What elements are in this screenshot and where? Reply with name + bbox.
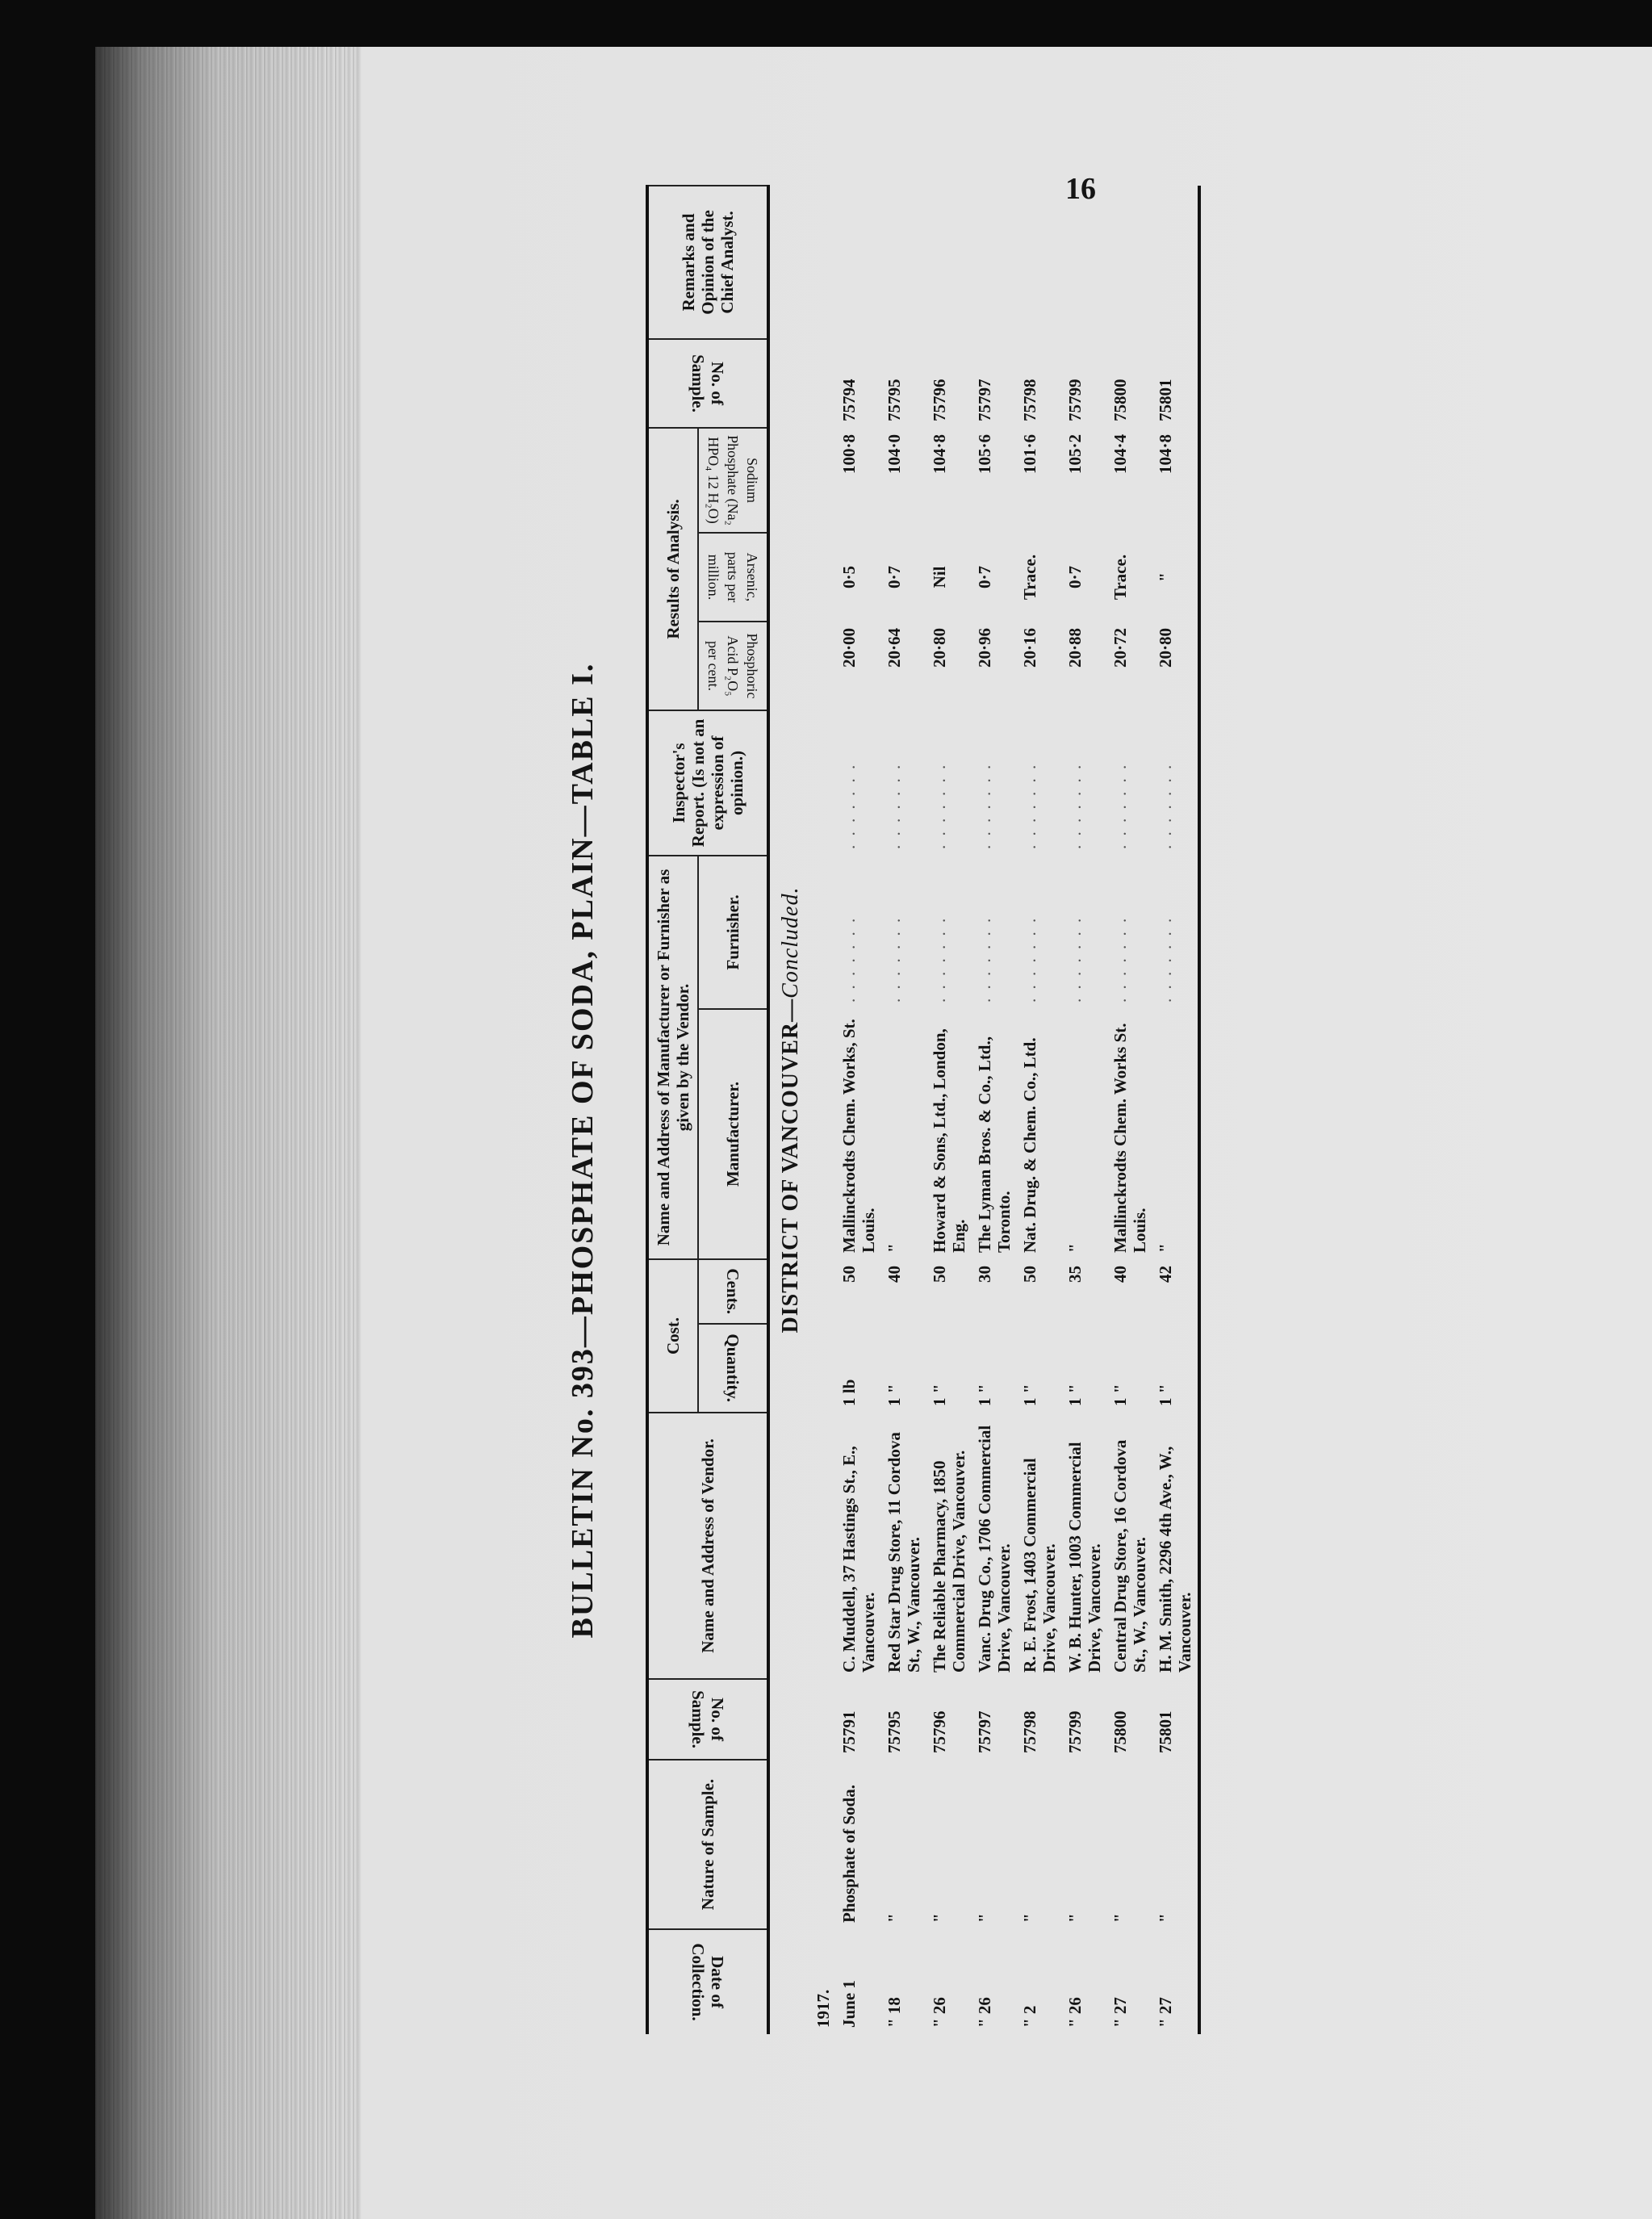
- cell-arsenic: 0·7: [975, 566, 994, 589]
- year-row: [809, 186, 836, 2034]
- cell-nature: ": [1156, 1913, 1175, 1923]
- cell-nature: ": [1110, 1913, 1130, 1923]
- cell-date: June 1: [839, 1980, 859, 2028]
- cell-vendor: R. E. Frost, 1403 Commercial Drive, Vancouver.: [1020, 1458, 1059, 1673]
- cell-arsenic: 0·7: [885, 566, 904, 589]
- cell-arsenic: 0·5: [839, 566, 859, 589]
- cell-manufacturer: ": [1065, 1243, 1085, 1253]
- cell-furnisher: . . . . . . .: [1065, 915, 1085, 1003]
- col-cents-header: Cents.: [698, 1259, 768, 1324]
- cell-inspector: . . . . . . .: [975, 762, 994, 849]
- col-date-header: Date of Collection.: [647, 1929, 768, 2034]
- cell-sample-no: 75801: [1156, 1710, 1175, 1753]
- cell-manufacturer: Mallinckrodts Chem. Works, St. Louis.: [839, 1019, 878, 1253]
- cell-cents: 50: [1020, 1266, 1039, 1283]
- cell-date: " 27: [1110, 1997, 1130, 2028]
- cell-nature: ": [1065, 1913, 1085, 1923]
- cell-arsenic: Nil: [930, 566, 949, 588]
- cell-manufacturer: ": [885, 1243, 904, 1253]
- cell-date: " 26: [975, 1997, 994, 2028]
- table-row: [926, 186, 972, 2034]
- col-inspector-header: Inspector's Report. (Is not an expression of opinion.): [647, 710, 768, 856]
- cell-phosphoric: 20·16: [1020, 628, 1039, 668]
- table-row: [836, 186, 881, 2034]
- cell-cents: 50: [930, 1266, 949, 1283]
- district-heading-row: [768, 186, 809, 2034]
- cell-manufacturer: Mallinckrodts Chem. Works St. Louis.: [1110, 1023, 1149, 1253]
- col-sample-no-2-header: No. of Sample.: [647, 339, 768, 428]
- cell-remarks: [1152, 186, 1199, 339]
- col-furnisher-header: Furnisher.: [698, 856, 768, 1009]
- cell-furnisher: . . . . . . .: [885, 915, 904, 1003]
- col-manufacturer-header: Manufacturer.: [698, 1009, 768, 1259]
- cell-vendor: H. M. Smith, 2296 4th Ave., W., Vancouver.: [1156, 1446, 1194, 1673]
- cell-sample-no-2: 75800: [1110, 379, 1130, 421]
- cell-vendor: The Reliable Pharmacy, 1850 Commercial Drive, Vancouver.: [930, 1450, 968, 1673]
- district-heading: DISTRICT OF VANCOUVER—Concluded.: [768, 186, 809, 2034]
- cell-nature: ": [885, 1913, 904, 1923]
- cell-arsenic: Trace.: [1020, 554, 1039, 601]
- cell-remarks: [1062, 186, 1107, 339]
- col-sample-no-header: No. of Sample.: [647, 1679, 768, 1760]
- cell-nature: ": [930, 1913, 949, 1923]
- cell-remarks: [1017, 186, 1062, 339]
- cell-date: " 18: [885, 1997, 904, 2028]
- col-phosphoric-header: Phosphoric Acid P₂O₅ per cent.: [698, 622, 768, 710]
- cell-furnisher: . . . . . . .: [930, 915, 949, 1003]
- cell-quantity: 1 ": [930, 1384, 949, 1406]
- cell-nature: Phosphate of Soda.: [839, 1785, 859, 1923]
- binding-shadow: [95, 47, 362, 2219]
- cell-sodium: 104·8: [1156, 433, 1175, 474]
- cell-sample-no: 75798: [1020, 1710, 1039, 1753]
- cell-arsenic: 0·7: [1065, 566, 1085, 589]
- col-vendor-header: Name and Address of Vendor.: [647, 1413, 768, 1679]
- cell-nature: ": [1020, 1913, 1039, 1923]
- cell-furnisher: . . . . . . .: [1156, 915, 1175, 1003]
- cell-sodium: 105·6: [975, 433, 994, 474]
- col-remarks-header: Remarks and Opinion of the Chief Analyst.: [647, 186, 768, 339]
- cell-sample-no: 75797: [975, 1710, 994, 1753]
- bulletin-title: BULLETIN No. 393—PHOSPHATE OF SODA, PLAIN—TABLE I.: [566, 662, 600, 1639]
- table-row: [1017, 186, 1062, 2034]
- cell-inspector: . . . . . . .: [885, 762, 904, 849]
- cell-phosphoric: 20·00: [839, 628, 859, 668]
- cell-sodium: 101·6: [1020, 433, 1039, 474]
- cell-inspector: . . . . . . .: [1020, 762, 1039, 849]
- analysis-table: [646, 185, 1201, 2034]
- table-header: [647, 186, 768, 2034]
- cell-inspector: . . . . . . .: [930, 762, 949, 849]
- cell-phosphoric: 20·80: [930, 628, 949, 668]
- cell-sample-no: 75796: [930, 1710, 949, 1753]
- cell-arsenic: ": [1156, 572, 1175, 582]
- rotated-table-frame: [565, 210, 1638, 2058]
- cell-remarks: [926, 186, 972, 339]
- cell-manufacturer: The Lyman Bros. & Co., Ltd., Toronto.: [975, 1036, 1014, 1253]
- cell-furnisher: . . . . . . .: [1020, 915, 1039, 1003]
- cell-manufacturer: ": [1156, 1243, 1175, 1253]
- cell-inspector: . . . . . . .: [1110, 762, 1130, 849]
- cell-sample-no: 75800: [1110, 1710, 1130, 1753]
- col-nature-header: Nature of Sample.: [647, 1760, 768, 1929]
- cell-sample-no-2: 75796: [930, 379, 949, 421]
- cell-cents: 35: [1065, 1266, 1085, 1283]
- cell-sample-no: 75791: [839, 1710, 859, 1753]
- cell-quantity: 1 lb: [839, 1379, 859, 1406]
- bottom-rule: [1199, 186, 1201, 2034]
- cell-phosphoric: 20·72: [1110, 628, 1130, 668]
- col-manufacturer-group-header: Name and Address of Manufacturer or Furnisher as given by the Vendor.: [647, 856, 698, 1259]
- page-number: 16: [1065, 172, 1096, 206]
- cell-quantity: 1 ": [975, 1384, 994, 1406]
- table-row: [1152, 186, 1199, 2034]
- cell-phosphoric: 20·64: [885, 628, 904, 668]
- col-arsenic-header: Arsenic, parts per million.: [698, 533, 768, 622]
- cell-sample-no-2: 75799: [1065, 379, 1085, 421]
- cell-cents: 30: [975, 1266, 994, 1283]
- cell-cents: 40: [885, 1266, 904, 1283]
- cell-date: " 27: [1156, 1997, 1175, 2028]
- table-body: [768, 186, 1201, 2034]
- cell-arsenic: Trace.: [1110, 554, 1130, 601]
- cell-sample-no-2: 75797: [975, 379, 994, 421]
- cell-vendor: Vanc. Drug Co., 1706 Commercial Drive, Vancouver.: [975, 1425, 1014, 1673]
- cell-sodium: 105·2: [1065, 433, 1085, 474]
- table-row: [1107, 186, 1152, 2034]
- cell-sample-no-2: 75795: [885, 379, 904, 421]
- cell-sample-no-2: 75794: [839, 379, 859, 421]
- bottom-rule-cell: [1199, 186, 1201, 2034]
- cell-phosphoric: 20·80: [1156, 628, 1175, 668]
- col-quantity-header: Quantity.: [698, 1324, 768, 1413]
- cell-cents: 50: [839, 1266, 859, 1283]
- cell-quantity: 1 ": [1156, 1384, 1175, 1406]
- cell-date: " 26: [930, 1997, 949, 2028]
- cell-date: " 26: [1065, 1997, 1085, 2028]
- cell-sodium: 100·8: [839, 433, 859, 474]
- cell-nature: ": [975, 1913, 994, 1923]
- table-row: [972, 186, 1017, 2034]
- cell-quantity: 1 ": [1065, 1384, 1085, 1406]
- cell-sample-no-2: 75801: [1156, 379, 1175, 421]
- table-row: [1062, 186, 1107, 2034]
- table-row: [881, 186, 926, 2034]
- cell-sample-no-2: 75798: [1020, 379, 1039, 421]
- col-results-header: Results of Analysis.: [647, 428, 698, 710]
- cell-manufacturer: Howard & Sons, Ltd., London, Eng.: [930, 1028, 968, 1253]
- cell-phosphoric: 20·96: [975, 628, 994, 668]
- cell-furnisher: . . . . . . .: [839, 915, 859, 1003]
- cell-vendor: Central Drug Store, 16 Cordova St., W., Vancouver.: [1110, 1439, 1149, 1673]
- cell-date: " 2: [1020, 2005, 1039, 2028]
- cell-vendor: W. B. Hunter, 1003 Commercial Drive, Vancouver.: [1065, 1442, 1104, 1673]
- cell-inspector: . . . . . . .: [839, 762, 859, 849]
- col-cost-header: Cost.: [647, 1259, 698, 1413]
- cell-quantity: 1 ": [1110, 1384, 1130, 1406]
- table-container: [646, 210, 1201, 2034]
- cell-sodium: 104·8: [930, 433, 949, 474]
- cell-sodium: 104·4: [1110, 433, 1130, 474]
- cell-vendor: C. Muddell, 37 Hastings St., E., Vancouver.: [839, 1446, 878, 1673]
- cell-remarks: [1107, 186, 1152, 339]
- cell-manufacturer: Nat. Drug. & Chem. Co., Ltd.: [1020, 1037, 1039, 1253]
- cell-remarks: [836, 186, 881, 339]
- cell-phosphoric: 20·88: [1065, 628, 1085, 668]
- cell-sample-no: 75795: [885, 1710, 904, 1753]
- cell-remarks: [972, 186, 1017, 339]
- cell-cents: 40: [1110, 1266, 1130, 1283]
- cell-quantity: 1 ": [1020, 1384, 1039, 1406]
- cell-inspector: . . . . . . .: [1156, 762, 1175, 849]
- cell-inspector: . . . . . . .: [1065, 762, 1085, 849]
- cell-vendor: Red Star Drug Store, 11 Cordova St., W., Vancouver.: [885, 1432, 923, 1673]
- cell-furnisher: . . . . . . .: [975, 915, 994, 1003]
- cell-sample-no: 75799: [1065, 1710, 1085, 1753]
- cell-remarks: [881, 186, 926, 339]
- cell-sodium: 104·0: [885, 433, 904, 474]
- cell-quantity: 1 ": [885, 1384, 904, 1406]
- col-sodium-header: Sodium Phosphate (Na₂ HPO₄ 12 H₂O): [698, 428, 768, 533]
- cell-cents: 42: [1156, 1266, 1175, 1283]
- year-label: 1917.: [813, 1989, 833, 2028]
- cell-furnisher: . . . . . . .: [1110, 915, 1130, 1003]
